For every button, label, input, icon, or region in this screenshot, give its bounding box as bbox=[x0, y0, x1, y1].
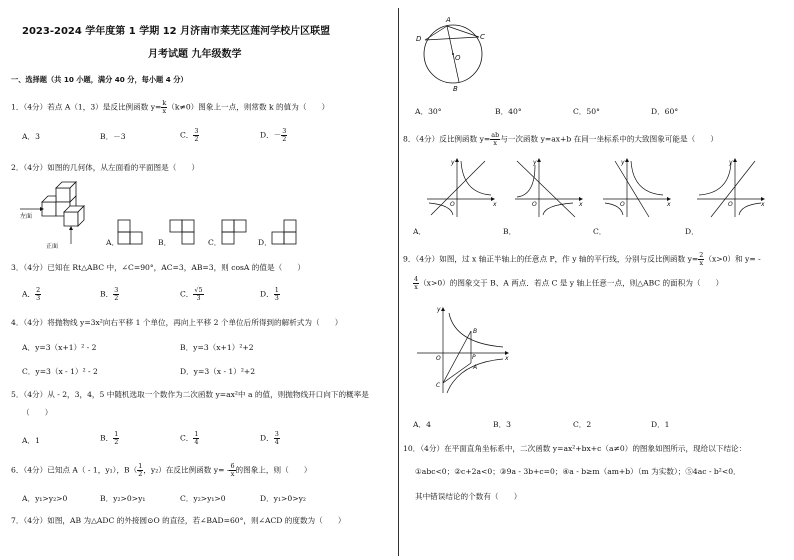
q9-label-c: C bbox=[436, 382, 441, 389]
frac-num: k bbox=[162, 99, 167, 107]
question-1-stem bbox=[11, 100, 329, 115]
q8-option-d[interactable]: D． bbox=[685, 227, 699, 236]
q8d-y-label: y bbox=[729, 159, 733, 166]
q10-conclusions: ①abc<0；②c+2a<0；③9a - 3b+c=0；④a - b≥m（am+b）（m 为实数）；⑤4ac - b²<0． bbox=[415, 467, 741, 476]
q2-option-b-figure[interactable] bbox=[169, 219, 199, 245]
q3-d-frac bbox=[274, 287, 280, 302]
q8b-y-label: y bbox=[533, 159, 537, 166]
q7-label-d: D bbox=[416, 35, 422, 43]
question-9-stem-cont bbox=[413, 276, 723, 291]
q10-ask: 其中错误结论的个数有（ ） bbox=[415, 492, 522, 501]
q9-stem-c: （x>0）的图象交于 B、A 两点．若点 C 是 y 轴上任意一点，则△ABC 的面积为（ ） bbox=[419, 278, 724, 288]
q2-option-a-figure[interactable] bbox=[117, 219, 147, 245]
q8-option-b[interactable]: B． bbox=[503, 227, 517, 236]
q9-label-o: O bbox=[436, 355, 441, 362]
question-4-stem: 4．（4分）将抛物线 y=3x²向右平移 1 个单位，再向上平移 2 个单位后所得到的解析式为（ ） bbox=[11, 318, 343, 327]
q5-option-b[interactable] bbox=[100, 431, 119, 446]
frac-num: √5 bbox=[194, 286, 203, 294]
q5-b-frac bbox=[113, 431, 119, 446]
frac-num: 4 bbox=[414, 275, 419, 283]
q8-stem-b: 与一次函数 y=ax+b 在同一坐标系中的大致图象可能是（ ） bbox=[500, 134, 718, 144]
q1-d-frac bbox=[281, 128, 287, 143]
q3-c-frac bbox=[193, 287, 203, 302]
question-8-stem bbox=[403, 132, 718, 147]
q1-c-frac bbox=[193, 128, 199, 143]
frac-den: 2 bbox=[138, 470, 143, 478]
q3-option-c[interactable] bbox=[180, 287, 204, 302]
page-title-line2: 月考试题 九年级数学 bbox=[148, 49, 242, 60]
q8-graph-c[interactable] bbox=[601, 157, 673, 219]
frac-den: 3 bbox=[36, 294, 41, 302]
q8-func-frac bbox=[490, 132, 500, 147]
question-5-stem: 5．（4分）从 - 2，3，4，5 中随机选取一个数作为二次函数 y=ax²中 a 的值，则抛物线开口向下的概率是 bbox=[11, 390, 369, 399]
q6-stem-c: 的图象上，则（ ） bbox=[235, 465, 312, 475]
q9-option-b[interactable]: B．3 bbox=[493, 420, 512, 429]
q4-option-d[interactable]: D．y=3（x - 1）²+2 bbox=[180, 367, 256, 376]
q8b-x-label: x bbox=[579, 201, 583, 208]
q6-option-c[interactable]: C．y₂>y₁>0 bbox=[180, 494, 226, 503]
opt-letter: B． bbox=[100, 289, 114, 299]
q9-label-p: P bbox=[472, 354, 476, 361]
frac-num: 2 bbox=[699, 251, 704, 259]
q8d-x-label: x bbox=[761, 201, 765, 208]
q8b-origin: O bbox=[532, 201, 537, 208]
opt-letter: C． bbox=[180, 433, 194, 443]
q1-option-c[interactable] bbox=[180, 128, 199, 143]
q1-stem-a: 1．（4分）若点 A（1，3）是反比例函数 y= bbox=[11, 102, 162, 112]
q8c-x-label: x bbox=[667, 201, 671, 208]
frac-den: 3 bbox=[274, 294, 279, 302]
q8c-y-label: y bbox=[621, 159, 625, 166]
q6-option-b[interactable]: B．y₂>0>y₁ bbox=[100, 494, 146, 503]
q8c-origin: O bbox=[620, 201, 625, 208]
q7-label-a: A bbox=[446, 16, 451, 24]
q8-graph-a[interactable] bbox=[425, 157, 497, 219]
column-divider bbox=[398, 8, 399, 556]
frac-den: 3 bbox=[196, 294, 201, 302]
left-column bbox=[0, 0, 395, 560]
q9-label-a: A bbox=[473, 364, 478, 371]
frac-num: 3 bbox=[282, 127, 287, 135]
q3-option-d[interactable] bbox=[260, 287, 280, 302]
frac-num: 3 bbox=[114, 286, 119, 294]
q7-option-d[interactable]: D．60° bbox=[651, 107, 679, 116]
frac-num: 2 bbox=[36, 286, 41, 294]
q9-label-x: x bbox=[505, 355, 509, 362]
q8a-x-label: x bbox=[493, 201, 497, 208]
frac-num: 1 bbox=[274, 286, 279, 294]
frac-den: 2 bbox=[114, 438, 119, 446]
frac-num: 1 bbox=[194, 430, 199, 438]
q8-option-a[interactable]: A． bbox=[413, 227, 427, 236]
question-5-stem-cont: （ ） bbox=[22, 408, 53, 417]
q9-stem-b: （x>0）和 y= - bbox=[704, 254, 761, 264]
frac-den: 4 bbox=[274, 438, 279, 446]
q8d-origin: O bbox=[728, 201, 733, 208]
q2-option-c[interactable]: C． bbox=[208, 238, 222, 247]
frac-den: x bbox=[493, 139, 498, 147]
frac-den: x bbox=[230, 470, 235, 478]
q1-option-b[interactable]: B．－3 bbox=[100, 132, 126, 141]
opt-letter: D． bbox=[260, 289, 274, 299]
q2-option-c-figure[interactable] bbox=[221, 219, 251, 245]
q4-option-c[interactable]: C．y=3（x - 1）² - 2 bbox=[22, 367, 98, 376]
q8-stem-a: 8．（4分）反比例函数 y= bbox=[403, 134, 491, 144]
q2-option-d[interactable]: D． bbox=[258, 238, 272, 247]
q6-stem-a: 6．（4分）已知点 A（ - 1，y₁），B（ bbox=[11, 465, 138, 475]
q5-option-a[interactable]: A．1 bbox=[22, 436, 40, 445]
q8a-y-label: y bbox=[451, 159, 455, 166]
opt-letter: B． bbox=[100, 433, 114, 443]
frac-den: x bbox=[699, 259, 704, 267]
opt-letter: C． bbox=[180, 289, 194, 299]
q8-graph-d[interactable] bbox=[695, 157, 767, 219]
q8-option-c[interactable]: C． bbox=[593, 227, 607, 236]
q3-option-a[interactable] bbox=[22, 287, 41, 302]
opt-letter: A． bbox=[22, 289, 36, 299]
right-column bbox=[403, 0, 794, 560]
q7-option-a[interactable]: A．30° bbox=[415, 107, 442, 116]
opt-letter: D． bbox=[260, 433, 274, 443]
q5-option-d[interactable] bbox=[260, 431, 280, 446]
frac-num: ab bbox=[491, 131, 500, 139]
q2-solid-figure bbox=[20, 178, 100, 250]
q7-option-b[interactable]: B．40° bbox=[495, 107, 522, 116]
label-left-view: 左面 bbox=[20, 213, 33, 220]
q5-option-c[interactable] bbox=[180, 431, 199, 446]
question-3-stem: 3．（4分）已知在 Rt△ABC 中，∠C=90°，AC=3，AB=3，则 cosA 的值是（ ） bbox=[11, 263, 305, 272]
q2-option-a[interactable]: A． bbox=[106, 238, 120, 247]
frac-den: 2 bbox=[114, 294, 119, 302]
question-7-stem: 7．（4分）如图，AB 为△ADC 的外接圆⊙O 的直径，若∠BAD=60°，则∠ACD 的度数为（ ） bbox=[11, 516, 346, 525]
frac-den: 4 bbox=[194, 438, 199, 446]
q9-label-y: y bbox=[437, 306, 441, 313]
frac-den: 2 bbox=[194, 135, 199, 143]
q8-graph-b[interactable] bbox=[513, 157, 585, 219]
q2-option-b[interactable]: B． bbox=[158, 238, 172, 247]
q5-d-frac bbox=[274, 431, 280, 446]
label-front-view: 正面 bbox=[46, 243, 59, 250]
q9-option-c[interactable]: C．2 bbox=[573, 420, 592, 429]
frac-den: x bbox=[414, 283, 418, 291]
question-10-stem: 10．（4分）在平面直角坐标系中，二次函数 y=ax²+bx+c（a≠0）的图象如图所示，现给以下结论： bbox=[403, 444, 747, 453]
q6-option-d[interactable]: D．y₁>0>y₂ bbox=[260, 494, 306, 503]
q9-stem-a: 9．（4分）如图，过 x 轴正半轴上的任意点 P，作 y 轴的平行线，分别与反比例函数 y= bbox=[403, 254, 699, 264]
frac-num: 1 bbox=[138, 462, 143, 470]
q9-figure bbox=[413, 303, 513, 398]
opt-letter: D．－ bbox=[260, 130, 282, 140]
q3-option-b[interactable] bbox=[100, 287, 119, 302]
question-6-stem bbox=[11, 463, 311, 478]
q1-option-a[interactable]: A．3 bbox=[22, 132, 40, 141]
page-title-line1: 2023-2024 学年度第 1 学期 12 月济南市莱芜区莲河学校片区联盟 bbox=[22, 26, 331, 37]
frac-num: 1 bbox=[114, 430, 119, 438]
q4-option-b[interactable]: B．y=3（x+1）²+2 bbox=[180, 343, 254, 352]
q4-option-a[interactable]: A．y=3（x+1）² - 2 bbox=[22, 343, 97, 352]
q3-b-frac bbox=[113, 287, 119, 302]
opt-letter: C． bbox=[180, 130, 194, 140]
q8a-origin: O bbox=[450, 201, 455, 208]
q6-stem-b: ，y₂）在反比例函数 y= - bbox=[143, 465, 230, 475]
q7-label-b: B bbox=[453, 85, 458, 93]
q9-label-b: B bbox=[473, 328, 478, 335]
q5-c-frac bbox=[193, 431, 199, 446]
q9-option-d[interactable]: D．1 bbox=[651, 420, 670, 429]
q7-option-c[interactable]: C．50° bbox=[573, 107, 600, 116]
question-9-stem bbox=[403, 252, 761, 267]
frac-num: 3 bbox=[194, 127, 199, 135]
q7-label-c: C bbox=[480, 33, 485, 41]
section-heading: 一、选择题（共 10 小题，满分 40 分，每小题 4 分） bbox=[11, 75, 188, 84]
q7-circle-figure bbox=[413, 10, 493, 94]
q7-label-o: O bbox=[455, 54, 461, 62]
frac-den: 2 bbox=[282, 135, 287, 143]
question-2-stem: 2．（4分）如图的几何体，从左面看的平面图是（ ） bbox=[11, 163, 200, 172]
frac-num: 3 bbox=[274, 430, 279, 438]
q9-option-a[interactable]: A．4 bbox=[413, 420, 431, 429]
q6-option-a[interactable]: A．y₁>y₂>0 bbox=[22, 494, 68, 503]
q3-a-frac bbox=[35, 287, 41, 302]
frac-num: 6 bbox=[230, 462, 235, 470]
q2-option-d-figure[interactable] bbox=[271, 219, 301, 245]
frac-den: x bbox=[162, 107, 167, 115]
q1-stem-b: （k≠0）图象上一点，则常数 k 的值为（ ） bbox=[167, 102, 330, 112]
q1-option-d[interactable] bbox=[260, 128, 287, 143]
